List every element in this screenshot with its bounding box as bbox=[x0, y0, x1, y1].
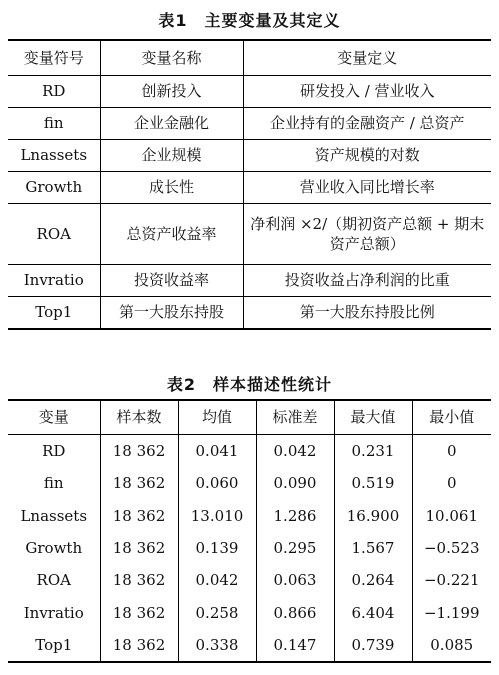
table-row bbox=[8, 500, 491, 532]
mean-cell: 0.060 bbox=[178, 467, 256, 499]
min-cell: −0.523 bbox=[412, 532, 491, 564]
table1-header-row bbox=[8, 40, 491, 76]
variable-name-cell: 总资产收益率 bbox=[100, 204, 243, 265]
sample-size-cell: 18 362 bbox=[100, 467, 178, 499]
variable-symbol-cell: Invratio bbox=[8, 265, 100, 297]
std-dev-cell: 0.295 bbox=[256, 532, 334, 564]
variable-name-cell: 企业规模 bbox=[100, 140, 243, 172]
min-cell: 10.061 bbox=[412, 500, 491, 532]
sample-size-cell: 18 362 bbox=[100, 500, 178, 532]
variable-symbol-cell: ROA bbox=[8, 204, 100, 265]
std-dev-cell: 0.147 bbox=[256, 629, 334, 662]
header-min: 最小值 bbox=[412, 400, 491, 435]
mean-cell: 0.042 bbox=[178, 564, 256, 596]
variable-name-cell: 创新投入 bbox=[100, 76, 243, 108]
min-cell: −0.221 bbox=[412, 564, 491, 596]
header-mean: 均值 bbox=[178, 400, 256, 435]
table-row bbox=[8, 172, 491, 204]
max-cell: 0.231 bbox=[334, 435, 412, 468]
variable-symbol-cell: Growth bbox=[8, 172, 100, 204]
table-row bbox=[8, 140, 491, 172]
mean-cell: 0.258 bbox=[178, 596, 256, 628]
variable-definitions-table bbox=[8, 39, 491, 330]
table-row bbox=[8, 108, 491, 140]
table-row bbox=[8, 467, 491, 499]
variable-symbol-cell: Top1 bbox=[8, 297, 100, 330]
variable-name-cell: 第一大股东持股 bbox=[100, 297, 243, 330]
std-dev-cell: 0.866 bbox=[256, 596, 334, 628]
variable-cell: Invratio bbox=[8, 596, 100, 628]
variable-name-cell: 企业金融化 bbox=[100, 108, 243, 140]
descriptive-statistics-table bbox=[8, 399, 491, 663]
table-row bbox=[8, 629, 491, 662]
sample-size-cell: 18 362 bbox=[100, 564, 178, 596]
mean-cell: 13.010 bbox=[178, 500, 256, 532]
table-row bbox=[8, 564, 491, 596]
variable-definition-cell: 净利润 ×2/（期初资产总额 + 期末资产总额） bbox=[243, 204, 491, 265]
std-dev-cell: 0.063 bbox=[256, 564, 334, 596]
table-row bbox=[8, 265, 491, 297]
max-cell: 16.900 bbox=[334, 500, 412, 532]
min-cell: 0.085 bbox=[412, 629, 491, 662]
sample-size-cell: 18 362 bbox=[100, 629, 178, 662]
variable-cell: Top1 bbox=[8, 629, 100, 662]
variable-cell: RD bbox=[8, 435, 100, 468]
header-sample-size: 样本数 bbox=[100, 400, 178, 435]
table2-caption: 表2 样本描述性统计 bbox=[166, 375, 333, 394]
header-variable-symbol: 变量符号 bbox=[8, 40, 100, 76]
std-dev-cell: 1.286 bbox=[256, 500, 334, 532]
variable-definition-cell: 研发投入 / 营业收入 bbox=[243, 76, 491, 108]
sample-size-cell: 18 362 bbox=[100, 532, 178, 564]
header-max: 最大值 bbox=[334, 400, 412, 435]
max-cell: 0.264 bbox=[334, 564, 412, 596]
variable-cell: Growth bbox=[8, 532, 100, 564]
table-row bbox=[8, 532, 491, 564]
header-std-dev: 标准差 bbox=[256, 400, 334, 435]
variable-cell: Lnassets bbox=[8, 500, 100, 532]
variable-cell: fin bbox=[8, 467, 100, 499]
variable-definition-cell: 第一大股东持股比例 bbox=[243, 297, 491, 330]
table-row bbox=[8, 435, 491, 468]
variable-name-cell: 投资收益率 bbox=[100, 265, 243, 297]
variable-cell: ROA bbox=[8, 564, 100, 596]
variable-definition-cell: 投资收益占净利润的比重 bbox=[243, 265, 491, 297]
table2-header-row bbox=[8, 400, 491, 435]
max-cell: 0.519 bbox=[334, 467, 412, 499]
min-cell: 0 bbox=[412, 467, 491, 499]
table-row bbox=[8, 204, 491, 265]
mean-cell: 0.041 bbox=[178, 435, 256, 468]
std-dev-cell: 0.042 bbox=[256, 435, 334, 468]
table-row bbox=[8, 76, 491, 108]
mean-cell: 0.139 bbox=[178, 532, 256, 564]
header-variable: 变量 bbox=[8, 400, 100, 435]
variable-symbol-cell: Lnassets bbox=[8, 140, 100, 172]
min-cell: −1.199 bbox=[412, 596, 491, 628]
max-cell: 6.404 bbox=[334, 596, 412, 628]
mean-cell: 0.338 bbox=[178, 629, 256, 662]
header-variable-name: 变量名称 bbox=[100, 40, 243, 76]
min-cell: 0 bbox=[412, 435, 491, 468]
max-cell: 0.739 bbox=[334, 629, 412, 662]
table1-caption: 表1 主要变量及其定义 bbox=[158, 11, 341, 30]
header-variable-definition: 变量定义 bbox=[243, 40, 491, 76]
max-cell: 1.567 bbox=[334, 532, 412, 564]
variable-symbol-cell: RD bbox=[8, 76, 100, 108]
variable-symbol-cell: fin bbox=[8, 108, 100, 140]
variable-definition-cell: 营业收入同比增长率 bbox=[243, 172, 491, 204]
sample-size-cell: 18 362 bbox=[100, 435, 178, 468]
table-row bbox=[8, 297, 491, 330]
sample-size-cell: 18 362 bbox=[100, 596, 178, 628]
table-row bbox=[8, 596, 491, 628]
variable-name-cell: 成长性 bbox=[100, 172, 243, 204]
variable-definition-cell: 企业持有的金融资产 / 总资产 bbox=[243, 108, 491, 140]
std-dev-cell: 0.090 bbox=[256, 467, 334, 499]
variable-definition-cell: 资产规模的对数 bbox=[243, 140, 491, 172]
